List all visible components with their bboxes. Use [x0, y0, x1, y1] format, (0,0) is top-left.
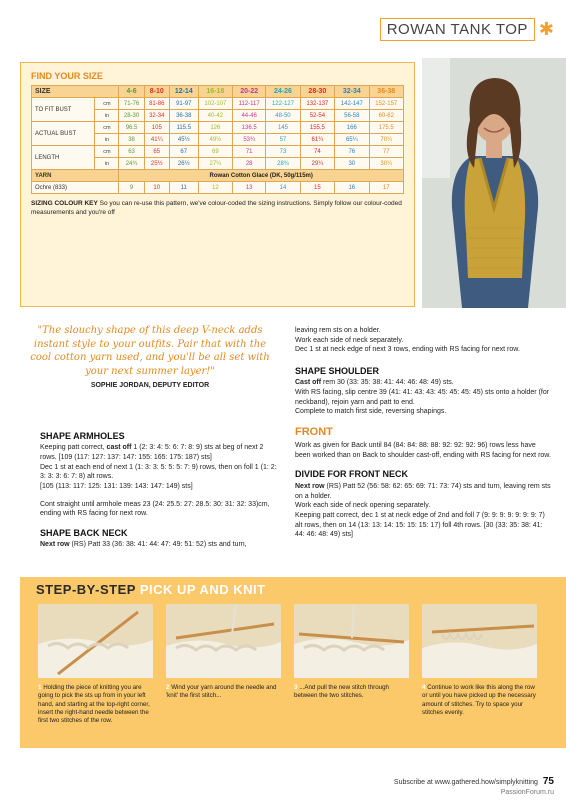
size-heading: 28-30: [300, 86, 334, 98]
step-2-photo: [166, 604, 281, 678]
step-1-photo: [38, 604, 153, 678]
measurement-value: 60-62: [369, 110, 403, 122]
size-chart-title: FIND YOUR SIZE: [31, 71, 103, 81]
step-1: [38, 604, 153, 726]
measurement-value: 32-34: [144, 110, 169, 122]
asterisk-icon: ✱: [538, 19, 554, 39]
step-1-text: 1 Holding the piece of knitting you are going to pick the sts up from in your left hand, and starting at the top-right corner, insert the right-hand needle between the first two stitches of the row.: [38, 684, 150, 725]
measurement-value: 105: [144, 122, 169, 134]
yarn-quantity: 14: [266, 182, 300, 194]
size-table: [31, 85, 404, 194]
model-photo: [422, 58, 566, 308]
measurement-value: 81-86: [144, 98, 169, 110]
measurement-label: TO FIT BUST: [32, 98, 95, 122]
measurement-value: 122-127: [266, 98, 300, 110]
left-column: [40, 430, 280, 550]
measurement-value: 24¾: [119, 158, 144, 170]
measurement-value: 91-97: [169, 98, 198, 110]
step-by-step-title: STEP-BY-STEP PICK UP AND KNIT: [36, 582, 266, 597]
front-neck-heading: DIVIDE FOR FRONT NECK: [295, 469, 409, 480]
unit-label: in: [95, 134, 119, 146]
measurement-value: 28-30: [119, 110, 144, 122]
measurement-value: 67: [169, 146, 198, 158]
step-4-photo: [422, 604, 537, 678]
measurement-value: 155.5: [300, 122, 334, 134]
page-header: [380, 18, 554, 41]
step-3-photo: [294, 604, 409, 678]
size-heading: 16-18: [198, 86, 232, 98]
front-neck-para-3: Keeping patt correct, dec 1 st at neck edge of 2nd and foll 7 (9: 9: 9: 9: 9: 9: 9: 7) alt rows, then on 14 (13: 13: 14: 15: 15: 15: 17) foll 4th rows. [30 (33: 35: 38: 41: 44: 46: 48: 49) sts]: [295, 511, 545, 539]
measurement-value: 36-38: [169, 110, 198, 122]
step-by-step-panel: [20, 577, 566, 748]
size-chart-panel: [20, 62, 415, 307]
measurement-value: 102-107: [198, 98, 232, 110]
measurement-label: LENGTH: [32, 146, 95, 170]
measurement-label: ACTUAL BUST: [32, 122, 95, 146]
unit-label: in: [95, 158, 119, 170]
subscribe-link[interactable]: Subscribe at www.gathered.how/simplyknitting: [393, 779, 538, 786]
measurement-value: 56-58: [335, 110, 369, 122]
measurement-row: [32, 146, 404, 158]
measurement-value: 69: [198, 146, 232, 158]
yarn-header-row: [32, 170, 404, 182]
measurement-value: 65¼: [335, 134, 369, 146]
measurement-value: 136.5: [233, 122, 266, 134]
measurement-value: 126: [198, 122, 232, 134]
sizing-key-label: SIZING COLOUR KEY: [31, 200, 98, 207]
measurement-value: 29¼: [300, 158, 334, 170]
measurement-value: 57: [266, 134, 300, 146]
shoulder-para-3: Complete to match first side, reversing shapings.: [295, 408, 447, 416]
measurement-value: 45½: [169, 134, 198, 146]
yarn-quantity: 16: [335, 182, 369, 194]
shoulder-para-2: With RS facing, slip centre 39 (41: 41: 43: 43: 45: 45: 45: 45) sts onto a holder (for neckband), rejoin yarn and patt to end.: [295, 389, 550, 406]
size-heading: 20-22: [233, 86, 266, 98]
measurement-value: 40-42: [198, 110, 232, 122]
measurement-value: 175.5: [369, 122, 403, 134]
measurement-value: 44-46: [233, 110, 266, 122]
page-footer: [394, 776, 554, 787]
measurement-value: 166: [335, 122, 369, 134]
yarn-quantity: 9: [119, 182, 144, 194]
measurement-value: 52-54: [300, 110, 334, 122]
measurement-row: [32, 122, 404, 134]
measurement-value: 38: [119, 134, 144, 146]
front-neck-para-1: Next row (RS) Patt 52 (56: 58: 62: 65: 69: 71: 73: 74) sts and turn, leaving rem sts on a holder.: [295, 482, 551, 500]
size-heading: 24-26: [266, 86, 300, 98]
step-2: [166, 604, 281, 701]
armholes-para-2: Dec 1 st at each end of next 1 (1: 3: 3: 5: 5: 5: 7: 9) rows, then on foll 1 (1: 2: 3: 3: 3: 6: 7: 8) alt rows.: [40, 463, 277, 481]
measurement-value: 115.5: [169, 122, 198, 134]
measurement-value: 27¼: [198, 158, 232, 170]
measurement-value: 63: [119, 146, 144, 158]
yarn-label: YARN: [32, 170, 119, 182]
shoulder-para-1: Cast off rem 30 (33: 35: 38: 41: 44: 46: 48: 49) sts.: [295, 379, 454, 387]
right-column: [295, 326, 553, 540]
yarn-colour: Ochre (833): [32, 182, 119, 194]
measurement-value: 26½: [169, 158, 198, 170]
unit-label: cm: [95, 98, 119, 110]
measurement-value: 28¾: [266, 158, 300, 170]
measurement-value: 30: [335, 158, 369, 170]
measurement-value: 142-147: [335, 98, 369, 110]
size-heading: 8-10: [144, 86, 169, 98]
sizing-key-text: So you can re-use this pattern, we've colour-coded the sizing instructions. Simply follow our colour-coded measurements and you're off: [31, 200, 402, 216]
measurement-value: 28: [233, 158, 266, 170]
watermark: PassionForum.ru: [500, 789, 554, 796]
armholes-heading: SHAPE ARMHOLES: [40, 431, 125, 441]
step-2-text: 2 Wind your yarn around the needle and 'knit' the first stitch...: [166, 684, 277, 700]
measurement-value: 70¼: [369, 134, 403, 146]
measurement-value: 77: [369, 146, 403, 158]
unit-label: cm: [95, 146, 119, 158]
model-illustration: [422, 58, 566, 308]
size-heading: 12-14: [169, 86, 198, 98]
measurement-value: 74: [300, 146, 334, 158]
page-number: 75: [542, 776, 554, 787]
measurement-value: 71: [233, 146, 266, 158]
measurement-value: 61¼: [300, 134, 334, 146]
yarn-quantity: 10: [144, 182, 169, 194]
measurement-value: 65: [144, 146, 169, 158]
measurement-value: 48-50: [266, 110, 300, 122]
col2-para-3: Dec 1 st at neck edge of next 3 rows, ending with RS facing for next row.: [295, 346, 520, 354]
armholes-para-3: [105 (113: 117: 125: 131: 139: 143: 147: 149) sts]: [40, 483, 193, 491]
measurement-value: 41¼: [144, 134, 169, 146]
armholes-para-4: Cont straight until armhole meas 23 (24: 25.5: 27: 28.5: 30: 31: 32: 33)cm, ending with RS facing for next row.: [40, 500, 270, 518]
measurement-value: 30¼: [369, 158, 403, 170]
measurement-value: 145: [266, 122, 300, 134]
step-3-text: 3 ...And pull the new stitch through between the two stitches.: [294, 684, 389, 700]
step-4: [422, 604, 537, 717]
measurement-row: [32, 98, 404, 110]
back-neck-heading: SHAPE BACK NECK: [40, 528, 128, 538]
yarn-quantity: 15: [300, 182, 334, 194]
armholes-para-1: Keeping patt correct, cast off 1 (2: 3: 4: 5: 6: 7: 8: 9) sts at beg of next 2 rows. [109 (117: 127: 137: 147: 155: 165: 175: 187) sts]: [40, 444, 264, 462]
size-heading: 36-38: [369, 86, 403, 98]
size-header-row: [32, 86, 404, 98]
size-label: SIZE: [32, 86, 119, 98]
measurement-value: 71-76: [119, 98, 144, 110]
measurement-value: 53¾: [233, 134, 266, 146]
front-neck-para-2: Work each side of neck opening separately.: [295, 502, 431, 510]
sizing-colour-key: [31, 200, 404, 218]
step-4-text: 4 Continue to work like this along the row or until you have picked up the necessary amount of stitches. Try to space your stitches evenly.: [422, 684, 536, 717]
col2-para-2: Work each side of neck separately.: [295, 336, 404, 344]
size-heading: 4-6: [119, 86, 144, 98]
yarn-quantity: 11: [169, 182, 198, 194]
measurement-value: 25½: [144, 158, 169, 170]
measurement-value: 76: [335, 146, 369, 158]
quote-author: SOPHIE JORDAN, DEPUTY EDITOR: [90, 382, 210, 389]
measurement-value: 112-117: [233, 98, 266, 110]
back-neck-para-1: Next row (RS) Patt 33 (36: 38: 41: 44: 47: 49: 51: 52) sts and turn,: [40, 541, 247, 549]
yarn-quantity-row: [32, 182, 404, 194]
pull-quote: [24, 324, 276, 389]
measurement-value: 152-157: [369, 98, 403, 110]
unit-label: cm: [95, 122, 119, 134]
size-heading: 32-34: [335, 86, 369, 98]
front-heading: FRONT: [295, 426, 333, 438]
measurement-value: 132-137: [300, 98, 334, 110]
quote-text: "The slouchy shape of this deep V-neck adds instant style to your outfits. Pair that with the cool cotton yarn used, and you'll be all set with your next summer layer!": [30, 325, 270, 377]
shoulder-heading: SHAPE SHOULDER: [295, 365, 380, 376]
yarn-name: Rowan Cotton Glacé (DK, 50g/115m): [119, 170, 404, 182]
step-3: [294, 604, 409, 701]
col2-para-1: leaving rem sts on a holder.: [295, 327, 381, 334]
front-para-1: Work as given for Back until 84 (84: 84: 88: 88: 92: 92: 92: 96) rows less have been worked than on Back to shoulder cast-off, ending with RS facing for next row.: [295, 442, 551, 459]
yarn-quantity: 17: [369, 182, 403, 194]
yarn-quantity: 12: [198, 182, 232, 194]
unit-label: in: [95, 110, 119, 122]
yarn-quantity: 13: [233, 182, 266, 194]
measurement-value: 73: [266, 146, 300, 158]
measurement-value: 49½: [198, 134, 232, 146]
measurement-value: 96.5: [119, 122, 144, 134]
pattern-title: ROWAN TANK TOP: [380, 18, 535, 41]
